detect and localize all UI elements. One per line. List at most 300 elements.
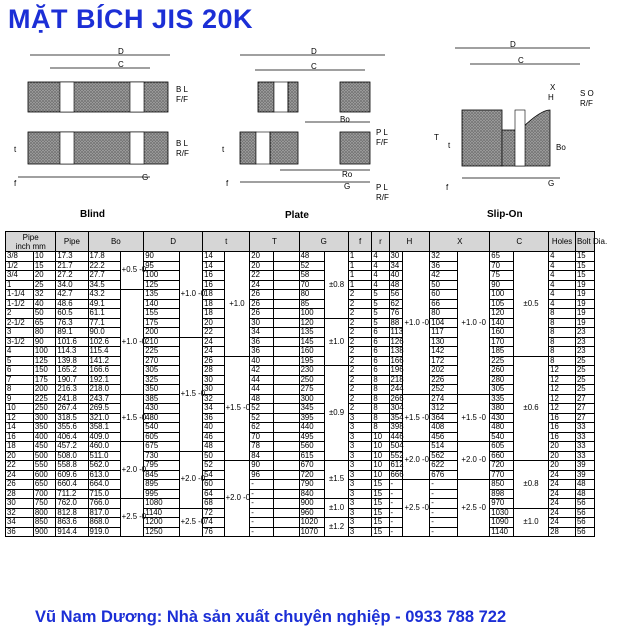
cell-d: 895 <box>144 480 179 490</box>
cell-r: 8 <box>372 423 389 433</box>
cell-g: 250 <box>299 375 325 385</box>
tolerance-t: +2.0 -0 <box>224 461 250 537</box>
cell-mm: 300 <box>33 413 56 423</box>
cell-bolt-dia: 56 <box>575 518 594 528</box>
tolerance-bo: +0.5 -0 <box>120 252 144 290</box>
cell-f: 3 <box>348 499 372 509</box>
cell-bolt-dia: 25 <box>575 385 594 395</box>
cell-c: 970 <box>490 499 514 509</box>
cell-t: 72 <box>203 508 224 518</box>
diagram-svg <box>0 40 623 228</box>
cell-r: 8 <box>372 404 389 414</box>
cell-g: 58 <box>299 271 325 281</box>
cell-tt: 20 <box>250 252 274 262</box>
header-h: H <box>389 232 430 252</box>
cell-bo: 460.0 <box>88 442 120 452</box>
cell-tt: 52 <box>250 404 274 414</box>
cell-d: 480 <box>144 413 179 423</box>
cell-tt-tol <box>273 442 299 452</box>
cell-t: 48 <box>203 442 224 452</box>
cell-tt: - <box>250 499 274 509</box>
cell-f: 2 <box>348 328 372 338</box>
cell-bo: 22.2 <box>88 261 120 271</box>
cell-d: 1250 <box>144 527 179 537</box>
cell-tt: 26 <box>250 299 274 309</box>
cell-pipe-od: 711.2 <box>56 489 88 499</box>
header-c: C <box>490 232 549 252</box>
cell-t: 20 <box>203 318 224 328</box>
cell-c: 660 <box>490 451 514 461</box>
cell-bolt-dia: 19 <box>575 309 594 319</box>
cell-holes: 8 <box>549 337 576 347</box>
cell-t: 52 <box>203 461 224 471</box>
cell-tt-tol <box>273 337 299 347</box>
cell-bo: 243.7 <box>88 394 120 404</box>
cell-c: 335 <box>490 394 514 404</box>
cell-pipe-od: 762.0 <box>56 499 88 509</box>
cell-tt-tol <box>273 527 299 537</box>
cell-r: 5 <box>372 318 389 328</box>
tolerance-bo: +1.0 -0 <box>120 290 144 395</box>
cell-h: 138 <box>390 346 404 355</box>
cell-h: 48 <box>389 280 403 290</box>
cell-f: 3 <box>348 413 372 423</box>
cell-t: 40 <box>203 423 224 433</box>
cell-x: 32 <box>430 252 458 262</box>
cell-g: 80 <box>299 290 325 300</box>
cell-inch: 16 <box>6 432 34 442</box>
cell-mm: 150 <box>33 366 56 376</box>
cell-inch: 20 <box>6 451 34 461</box>
cell-h: 88 <box>389 318 403 328</box>
cell-inch: 34 <box>6 518 34 528</box>
cell-g: 70 <box>299 280 325 290</box>
cell-t: 18 <box>203 290 224 300</box>
cell-holes: 16 <box>549 432 576 442</box>
cell-f: 3 <box>348 442 372 452</box>
cell-d: 1200 <box>144 518 179 528</box>
cell-f: 3 <box>348 470 372 480</box>
cell-holes: 12 <box>549 404 576 414</box>
cell-h: 126 <box>390 336 404 346</box>
cell-x: - <box>430 499 458 509</box>
cell-holes: 24 <box>549 489 576 499</box>
cell-h: 504 <box>390 441 404 450</box>
cell-f: 3 <box>348 423 372 433</box>
cell-t: 18 <box>203 299 224 309</box>
cell-c: 280 <box>490 375 514 385</box>
cell-tt-tol <box>273 413 299 423</box>
cell-inch: 1-1/4 <box>6 290 34 300</box>
cell-c: 225 <box>490 356 514 366</box>
cell-r: 15 <box>372 489 389 499</box>
cell-tt: - <box>250 527 274 537</box>
cell-pipe-od: 267.4 <box>56 404 88 414</box>
cell-t: 30 <box>203 385 224 395</box>
cell-pipe-od: 60.5 <box>56 309 88 319</box>
tolerance-x: +1.0 -0 <box>458 252 490 395</box>
cell-d: 605 <box>144 432 179 442</box>
cell-g: 195 <box>299 356 325 366</box>
blind-f-label: f <box>14 179 17 188</box>
cell-t: 64 <box>203 489 224 499</box>
cell-pipe-od: 165.2 <box>56 366 88 376</box>
cell-inch: 2 <box>6 309 34 319</box>
cell-mm: 200 <box>33 385 56 395</box>
cell-c: 160 <box>490 328 514 338</box>
cell-x: 42 <box>430 271 458 281</box>
cell-holes: 4 <box>549 290 576 300</box>
cell-holes: 8 <box>549 347 576 357</box>
cell-t: 50 <box>203 451 224 461</box>
cell-bo: 43.2 <box>88 290 120 300</box>
cell-f: 3 <box>348 489 372 499</box>
cell-h: 218 <box>390 374 404 384</box>
cell-tt-tol <box>273 252 299 262</box>
cell-tt-tol <box>273 385 299 395</box>
slipon-diagram <box>434 40 594 220</box>
cell-g: 145 <box>299 337 325 347</box>
tolerance-g: ±1.2 <box>325 518 349 537</box>
cell-tt: - <box>250 518 274 528</box>
cell-c: 430 <box>490 413 514 423</box>
cell-tt: 62 <box>250 423 274 433</box>
cell-h: 76 <box>389 309 403 319</box>
blind-diagram <box>14 47 189 220</box>
cell-x: 408 <box>430 423 458 433</box>
tolerance-bo: +1.5 -0 <box>120 394 144 442</box>
cell-f: 2 <box>348 385 372 395</box>
cell-tt-tol <box>273 508 299 518</box>
cell-holes: 20 <box>549 442 576 452</box>
cell-g: 345 <box>299 404 325 414</box>
plate-rf2-label: R/F <box>376 193 389 202</box>
cell-x: 104 <box>430 318 458 328</box>
cell-t: 30 <box>203 375 224 385</box>
blind-t-label: t <box>14 145 17 154</box>
cell-bolt-dia: 39 <box>575 470 594 480</box>
cell-h: - <box>389 489 403 499</box>
cell-d: 430 <box>144 404 179 414</box>
tolerance-d: +1.0 -0 <box>179 252 203 338</box>
cell-mm: 32 <box>33 290 56 300</box>
cell-c: 140 <box>490 318 514 328</box>
cell-c: 305 <box>490 385 514 395</box>
cell-inch: 30 <box>6 499 34 509</box>
cell-g: 52 <box>299 261 325 271</box>
cell-inch: 28 <box>6 489 34 499</box>
cell-g: 615 <box>299 451 325 461</box>
cell-mm: 175 <box>33 375 56 385</box>
blind-g-label: G <box>142 173 149 182</box>
tolerance-c: ±0.6 <box>513 356 548 461</box>
cell-c: 770 <box>490 470 514 480</box>
blind-d-label: D <box>118 47 124 56</box>
cell-r: 15 <box>372 518 389 528</box>
cell-bolt-dia: 19 <box>575 280 594 290</box>
cell-h: - <box>389 508 403 518</box>
cell-bo: 269.5 <box>88 404 120 414</box>
blind-bl2-label: B L <box>176 139 189 148</box>
cell-pipe-od: 660.4 <box>56 480 88 490</box>
cell-inch: 24 <box>6 470 34 480</box>
cell-mm: 800 <box>33 508 56 518</box>
cell-x: 66 <box>430 299 458 309</box>
cell-tt: 36 <box>250 347 274 357</box>
cell-mm: 50 <box>33 309 56 319</box>
cell-tt-tol <box>273 423 299 433</box>
cell-d: 125 <box>144 280 179 290</box>
slipon-caption: Slip-On <box>487 209 523 220</box>
blind-bl1-label: B L <box>176 85 189 94</box>
cell-tt-tol <box>273 394 299 404</box>
header-tt: T <box>250 232 299 252</box>
cell-d: 845 <box>144 470 179 480</box>
cell-d: 175 <box>144 318 179 328</box>
tolerance-h: +1.5 -0 <box>403 394 430 442</box>
cell-h: 612 <box>390 460 404 469</box>
cell-d: 385 <box>144 394 179 404</box>
cell-tt: 84 <box>250 451 274 461</box>
cell-h: 113 <box>390 327 403 336</box>
cell-bo: 218.0 <box>88 385 120 395</box>
header-x: X <box>430 232 490 252</box>
cell-f: 2 <box>348 404 372 414</box>
cell-holes: 8 <box>549 356 576 366</box>
cell-c: 105 <box>490 299 514 309</box>
cell-pipe-od: 17.3 <box>56 252 88 262</box>
cell-x: 117 <box>430 328 458 338</box>
cell-t: 16 <box>203 280 224 290</box>
cell-tt-tol <box>273 271 299 281</box>
cell-x: 60 <box>430 290 458 300</box>
cell-c: 260 <box>490 366 514 376</box>
cell-tt: 44 <box>250 385 274 395</box>
cell-bo: 17.8 <box>88 252 120 262</box>
cell-t: 54 <box>203 470 224 480</box>
cell-holes: 4 <box>549 280 576 290</box>
cell-g: 840 <box>299 489 325 499</box>
cell-g: 48 <box>299 252 325 262</box>
cell-f: 3 <box>348 451 372 461</box>
cell-h: 552 <box>390 450 404 460</box>
dimensions-table <box>5 231 619 604</box>
cell-pipe-od: 27.2 <box>56 271 88 281</box>
tolerance-d: +1.5 -0 <box>179 337 203 451</box>
cell-d: 95 <box>144 261 179 271</box>
cell-bo: 613.0 <box>88 470 120 480</box>
cell-x: - <box>430 518 458 528</box>
cell-tt-tol <box>273 489 299 499</box>
cell-r: 8 <box>372 394 389 404</box>
plate-pl2-label: P L <box>376 183 388 192</box>
cell-bolt-dia: 33 <box>575 451 594 461</box>
table-row <box>6 461 619 471</box>
cell-tt-tol <box>273 480 299 490</box>
cell-t: 36 <box>203 413 224 423</box>
cell-pipe-od: 21.7 <box>56 261 88 271</box>
cell-pipe-od: 89.1 <box>56 328 88 338</box>
cell-holes: 4 <box>549 299 576 309</box>
cell-inch: 8 <box>6 385 34 395</box>
header-pipe: Pipe <box>22 232 39 242</box>
cell-r: 8 <box>372 385 389 395</box>
cell-r: 15 <box>372 499 389 509</box>
cell-mm: 20 <box>33 271 56 281</box>
cell-inch: 1 <box>6 280 34 290</box>
cell-c: 90 <box>490 280 514 290</box>
cell-bolt-dia: 25 <box>575 366 594 376</box>
cell-g: 135 <box>299 328 325 338</box>
cell-tt-tol <box>273 328 299 338</box>
cell-g: 560 <box>299 442 325 452</box>
cell-x: 226 <box>430 375 458 385</box>
cell-pipe-od: 48.6 <box>56 299 88 309</box>
cell-bolt-dia: 19 <box>575 318 594 328</box>
cell-mm: 225 <box>33 394 56 404</box>
cell-tt-tol <box>273 375 299 385</box>
cell-bolt-dia: 15 <box>575 271 594 281</box>
cell-x: 514 <box>430 442 458 452</box>
cell-tt-tol <box>273 261 299 271</box>
cell-bo: 817.0 <box>88 508 120 518</box>
cell-mm: 750 <box>33 499 56 509</box>
cell-holes: 12 <box>549 366 576 376</box>
plate-g-label: G <box>344 182 351 191</box>
cell-tt-tol <box>273 470 299 480</box>
cell-bo: 664.0 <box>88 480 120 490</box>
cell-g: 670 <box>299 461 325 471</box>
cell-d: 325 <box>144 375 179 385</box>
cell-f: 2 <box>348 318 372 328</box>
cell-c: 75 <box>490 271 514 281</box>
header-pipe-size <box>6 232 56 252</box>
cell-mm: 250 <box>33 404 56 414</box>
cell-tt: 30 <box>250 318 274 328</box>
cell-pipe-od: 558.8 <box>56 461 88 471</box>
plate-f-label: f <box>226 179 229 188</box>
cell-mm: 850 <box>33 518 56 528</box>
cell-x: 142 <box>430 347 458 357</box>
cell-inch: 14 <box>6 423 34 433</box>
plate-d-label: D <box>311 47 317 56</box>
cell-f: 2 <box>348 394 372 404</box>
cell-x: 456 <box>430 432 458 442</box>
cell-bo: 715.0 <box>88 489 120 499</box>
cell-bolt-dia: 25 <box>575 375 594 385</box>
cell-pipe-od: 355.6 <box>56 423 88 433</box>
cell-bolt-dia: 25 <box>575 356 594 366</box>
cell-holes: 4 <box>549 271 576 281</box>
cell-holes: 24 <box>549 499 576 509</box>
cell-tt: 96 <box>250 470 274 480</box>
cell-f: 3 <box>348 480 372 490</box>
cell-tt: 26 <box>250 290 274 300</box>
plate-diagram <box>222 47 389 221</box>
slipon-bo-label: Bo <box>556 143 566 152</box>
cell-g: 100 <box>299 309 325 319</box>
cell-f: 3 <box>348 518 372 528</box>
cell-x: 172 <box>430 356 458 366</box>
cell-holes: 16 <box>549 413 576 423</box>
cell-bo: 192.1 <box>88 375 120 385</box>
cell-t: 76 <box>203 527 224 537</box>
cell-r: 5 <box>372 309 389 319</box>
cell-bolt-dia: 23 <box>575 347 594 357</box>
cell-r: 6 <box>372 347 389 357</box>
cell-tt: 40 <box>250 356 274 366</box>
tolerance-d: +2.5 -0 <box>179 508 203 537</box>
cell-c: 850 <box>490 480 514 490</box>
cell-bolt-dia: 39 <box>575 461 594 471</box>
cell-r: 15 <box>372 527 389 537</box>
cell-f: 2 <box>348 375 372 385</box>
cell-g: 1020 <box>299 518 325 528</box>
cell-mm: 650 <box>33 480 56 490</box>
tolerance-g: ±1.0 <box>325 499 349 518</box>
cell-mm: 40 <box>33 299 56 309</box>
cell-x: 50 <box>430 280 458 290</box>
cell-x: 202 <box>430 366 458 376</box>
cell-tt: - <box>250 489 274 499</box>
header-g: G <box>299 232 348 252</box>
cell-mm: 700 <box>33 489 56 499</box>
cell-t: 22 <box>203 328 224 338</box>
cell-d: 155 <box>144 309 179 319</box>
blind-rf2-label: R/F <box>176 149 189 158</box>
cell-x: - <box>430 508 458 518</box>
cell-holes: 20 <box>549 461 576 471</box>
cell-d: 305 <box>144 366 179 376</box>
cell-inch: 3 <box>6 328 34 338</box>
cell-holes: 8 <box>549 318 576 328</box>
cell-bolt-dia: 33 <box>575 442 594 452</box>
cell-d: 270 <box>144 356 179 366</box>
cell-tt-tol <box>273 461 299 471</box>
cell-d: 225 <box>144 347 179 357</box>
cell-g: 1070 <box>299 527 325 537</box>
cell-h: 398 <box>390 422 404 431</box>
tolerance-h: +2.5 -0 <box>403 480 430 537</box>
tolerance-h: +1.0 -0 <box>403 252 430 395</box>
cell-inch: 5 <box>6 356 34 366</box>
cell-c: 1090 <box>490 518 514 528</box>
tolerance-bo: +2.5 -0 <box>120 499 144 537</box>
cell-c: 1030 <box>490 508 514 518</box>
tolerance-g: ±0.9 <box>325 366 349 461</box>
cell-holes: 24 <box>549 508 576 518</box>
cell-mm: 500 <box>33 451 56 461</box>
cell-r: 6 <box>372 337 389 347</box>
cell-inch: 3/8 <box>6 252 34 262</box>
slipon-tt-label: T <box>434 133 439 142</box>
cell-r: 6 <box>372 328 389 338</box>
cell-h: - <box>389 499 403 509</box>
cell-tt-tol <box>273 404 299 414</box>
header-inch: inch <box>15 241 31 251</box>
cell-h: 244 <box>390 384 404 393</box>
cell-h: 354 <box>390 412 404 422</box>
plate-t-label: t <box>222 145 225 154</box>
cell-tt-tol <box>273 356 299 366</box>
cell-r: 4 <box>372 252 389 262</box>
cell-f: 2 <box>348 366 372 376</box>
cell-holes: 28 <box>549 527 576 537</box>
header-r: r <box>372 232 389 252</box>
cell-bolt-dia: 19 <box>575 290 594 300</box>
cell-x: 36 <box>430 261 458 271</box>
cell-bolt-dia: 23 <box>575 328 594 338</box>
